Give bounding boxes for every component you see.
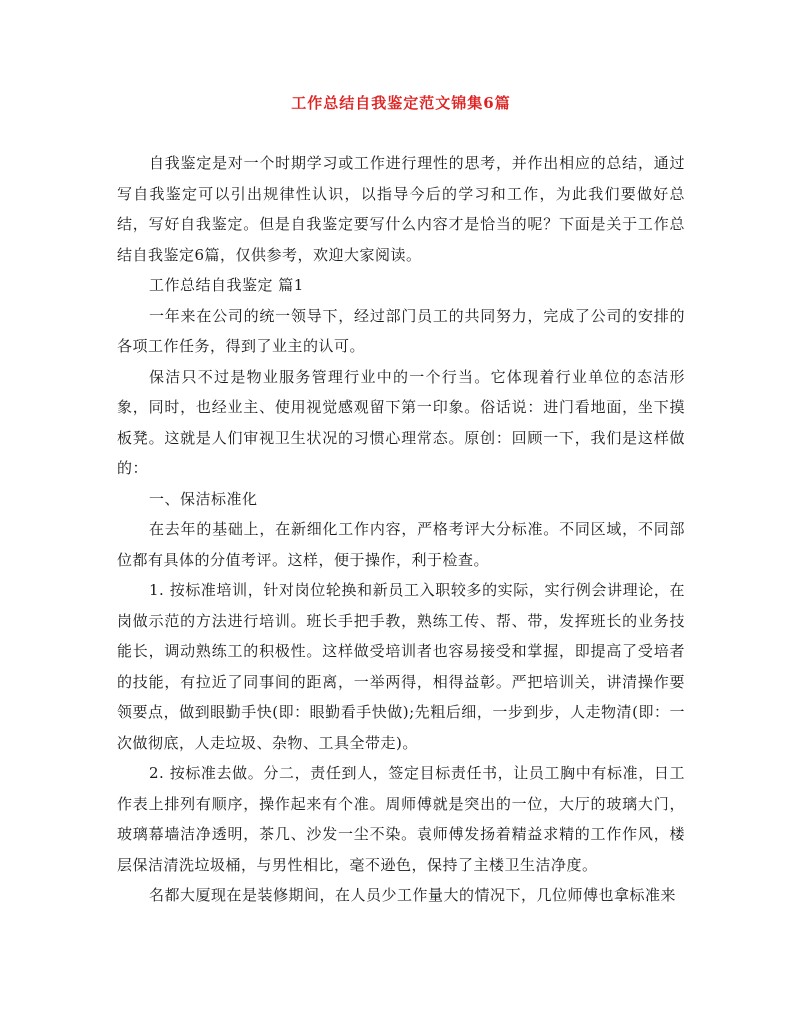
document-title: 工作总结自我鉴定范文锦集6篇 xyxy=(291,94,511,112)
body-paragraph: 名都大厦现在是装修期间，在人员少工作量大的情况下，几位师傅也拿标准来 xyxy=(149,886,677,904)
body-paragraph: 在去年的基础上，在新细化工作内容，严格考评大分标准。不同区域，不同部位都有具体的分值考评。这样，便于操作，利于检查。 xyxy=(117,520,685,569)
list-item: 2. 按标准去做。分二，责任到人，签定目标责任书，让员工胸中有标准，日工作表上排列有顺序，操作起来有个准。周师傅就是突出的一位，大厅的玻璃大门，玻璃幕墙洁净透明，茶几、沙发一尘不染。袁师傅发扬着精益求精的工作作风，楼层保洁清洗垃圾桶，与男性相比，毫不逊色，保持了主楼卫生洁净度。 xyxy=(117,764,685,874)
list-item: 1. 按标准培训，针对岗位轮换和新员工入职较多的实际，实行例会讲理论，在岗做示范的方法进行培训。班长手把手教，熟练工传、帮、带，发挥班长的业务技能长，调动熟练工的积极性。这样做受培训者也容易接受和掌握，即提高了受培者的技能，有拉近了同事间的距离，一举两得，相得益彰。严把培训关，讲清操作要领要点，做到眼勤手快(即：眼勤看手快做);先粗后细，一步到步，人走物清(即：一次做彻底，人走垃圾、杂物、工具全带走)。 xyxy=(117,581,685,752)
document-page xyxy=(117,92,685,911)
body-paragraph: 保洁只不过是物业服务管理行业中的一个行当。它体现着行业单位的态洁形象，同时，也经业主、使用视觉感观留下第一印象。俗话说：进门看地面，坐下摸板凳。这就是人们审视卫生状况的习惯心理常态。原创：回顾一下，我们是这样做的： xyxy=(117,367,685,477)
intro-paragraph: 自我鉴定是对一个时期学习或工作进行理性的思考，并作出相应的总结，通过写自我鉴定可以引出规律性认识，以指导今后的学习和工作，为此我们要做好总结，写好自我鉴定。但是自我鉴定要写什么内容才是恰当的呢？下面是关于工作总结自我鉴定6篇，仅供参考，欢迎大家阅读。 xyxy=(117,154,685,264)
section-heading: 工作总结自我鉴定 篇1 xyxy=(149,276,304,294)
body-paragraph: 一年来在公司的统一领导下，经过部门员工的共同努力，完成了公司的安排的各项工作任务，得到了业主的认可。 xyxy=(117,306,685,355)
subsection-heading: 一、保洁标准化 xyxy=(149,489,258,508)
